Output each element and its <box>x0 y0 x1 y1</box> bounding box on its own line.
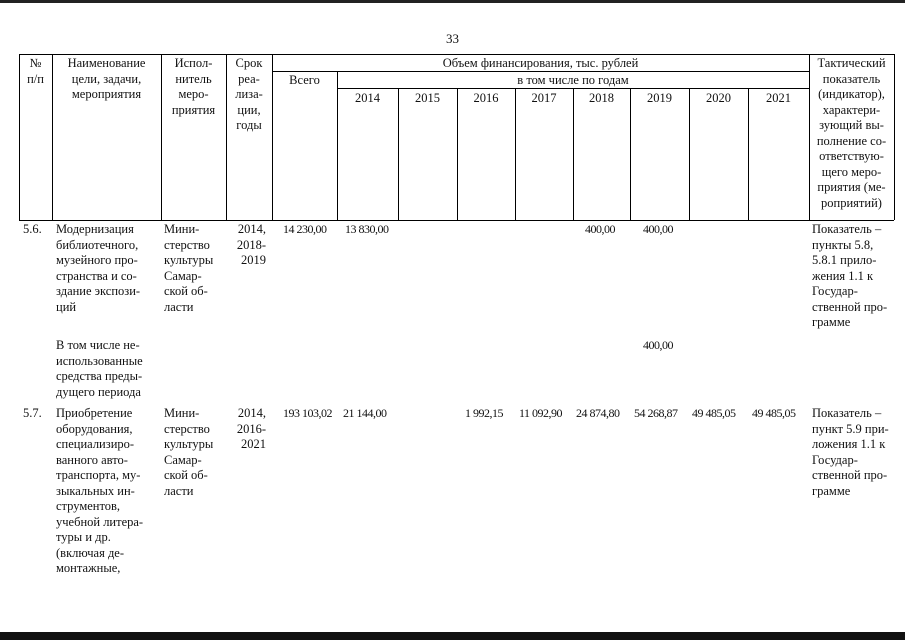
header-year: 2018 <box>589 91 614 105</box>
row-year-2014: 21 144,00 <box>343 406 387 420</box>
header-num: № п/п <box>27 56 44 86</box>
bottom-border <box>0 632 905 640</box>
row-year-2020: 49 485,05 <box>692 406 736 420</box>
row-num: 5.7. <box>23 406 42 420</box>
header-bottom-rule <box>19 220 894 221</box>
row-executor: Мини- стерство культуры Самар- ской об- ласти <box>164 406 214 498</box>
col-rule <box>515 88 516 220</box>
top-border <box>0 0 905 3</box>
col-rule <box>630 88 631 220</box>
col-rule <box>457 88 458 220</box>
row-indicator: Показатель – пункт 5.9 при- ложения 1.1 к Государ- ственной про- грамме <box>812 406 889 498</box>
header-year: 2019 <box>647 91 672 105</box>
row-year-2014: 13 830,00 <box>345 222 389 236</box>
header-year: 2021 <box>766 91 791 105</box>
header-year: 2014 <box>355 91 380 105</box>
row-year-2018: 24 874,80 <box>576 406 620 420</box>
header-year: 2015 <box>415 91 440 105</box>
col-rule <box>573 88 574 220</box>
page-number: 33 <box>446 31 459 46</box>
header-year: 2017 <box>531 91 557 105</box>
row-year-2019: 54 268,87 <box>634 406 678 420</box>
header-by-years: в том числе по годам <box>517 73 629 87</box>
header-year: 2020 <box>706 91 731 105</box>
row-year-2019: 400,00 <box>643 338 673 352</box>
row-indicator: Показатель – пункты 5.8, 5.8.1 прило- жения 1.1 к Государ- ственной про- грамме <box>812 222 888 329</box>
row-num: 5.6. <box>23 222 42 236</box>
row-total: 14 230,00 <box>283 222 327 236</box>
col-rule <box>398 88 399 220</box>
header-executor: Испол- нитель меро- приятия <box>171 56 216 117</box>
header-year: 2016 <box>473 91 499 105</box>
header-total: Всего <box>289 73 320 87</box>
col-rule <box>689 88 690 220</box>
row-executor: Мини- стерство культуры Самар- ской об- ласти <box>164 222 214 314</box>
row-total: 193 103,02 <box>283 406 332 420</box>
row-year-2018: 400,00 <box>585 222 615 236</box>
row-year-2016: 1 992,15 <box>465 406 503 420</box>
col-rule <box>748 88 749 220</box>
row-name: Модернизация библиотечного, музейного про- странства и со- здание экспози- ций <box>56 222 141 314</box>
row-period: 2014, 2016- 2021 <box>236 406 266 451</box>
row-period: 2014, 2018- 2019 <box>236 222 266 267</box>
row-name: В том числе не- использованные средства преды- дущего периода <box>56 338 143 399</box>
header-period: Срок реа- лиза- ции, годы <box>235 56 263 132</box>
header-name: Наименование цели, задачи, мероприятия <box>67 56 146 101</box>
table-top-rule <box>19 54 894 55</box>
header-funding: Объем финансирования, тыс. рублей <box>442 56 639 70</box>
row-year-2019: 400,00 <box>643 222 673 236</box>
header-indicator: Тактический показатель (индикатор), характери- зующий вы- полнение со- ответствую- щего меро- приятия (ме- роприятий) <box>816 56 887 210</box>
col-rule <box>894 54 895 220</box>
row-year-2017: 11 092,90 <box>519 406 563 420</box>
row-name: Приобретение оборудования, специализиро- ванного авто- транспорта, му- зыкальных ин- струментов, учебной литера- туры и др. (включая де- монтажные, <box>56 406 144 575</box>
row-year-2021: 49 485,05 <box>752 406 796 420</box>
